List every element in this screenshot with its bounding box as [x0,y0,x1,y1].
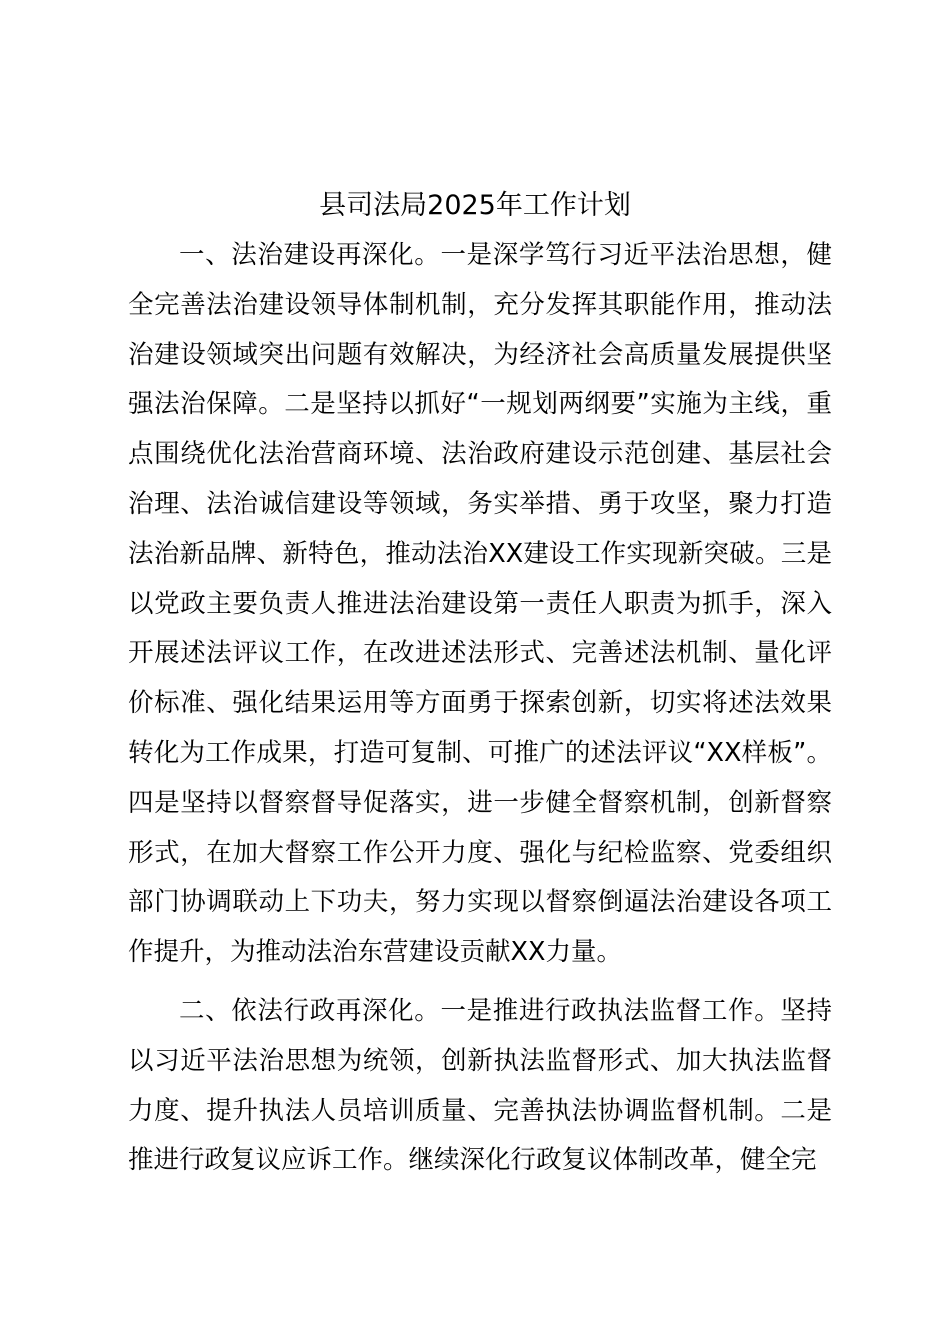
paragraph-administration-by-law: 二、依法行政再深化。一是推进行政执法监督工作。坚持以习近平法治思想为统领，创新执法监督形式、加大执法监督力度、提升执法人员培训质量、完善执法协调监督机制。二是推进行政复议应诉工作。继续深化行政复议体制改革，健全完 [128,995,832,1176]
document-title: 县司法局2025年工作计划 [319,190,631,221]
document-body [128,231,832,1186]
paragraph-rule-of-law-construction: 一、法治建设再深化。一是深学笃行习近平法治思想，健全完善法治建设领导体制机制，充分发挥其职能作用，推动法治建设领域突出问题有效解决，为经济社会高质量发展提供坚强法治保障。二是坚持以抓好“一规划两纲要”实施为主线，重点围绕优化法治营商环境、法治政府建设示范创建、基层社会治理、法治诚信建设等领域，务实举措、勇于攻坚，聚力打造法治新品牌、新特色，推动法治XX建设工作实现新突破。三是以党政主要负责人推进法治建设第一责任人职责为抓手，深入开展述法评议工作，在改进述法形式、完善述法机制、量化评价标准、强化结果运用等方面勇于探索创新，切实将述法效果转化为工作成果，打造可复制、可推广的述法评议“XX样板”。四是坚持以督察督导促落实，进一步健全督察机制，创新督察形式，在加大督察工作公开力度、强化与纪检监察、党委组织部门协调联动上下功夫，努力实现以督察倒逼法治建设各项工作提升，为推动法治东营建设贡献XX力量。 [128,240,832,968]
